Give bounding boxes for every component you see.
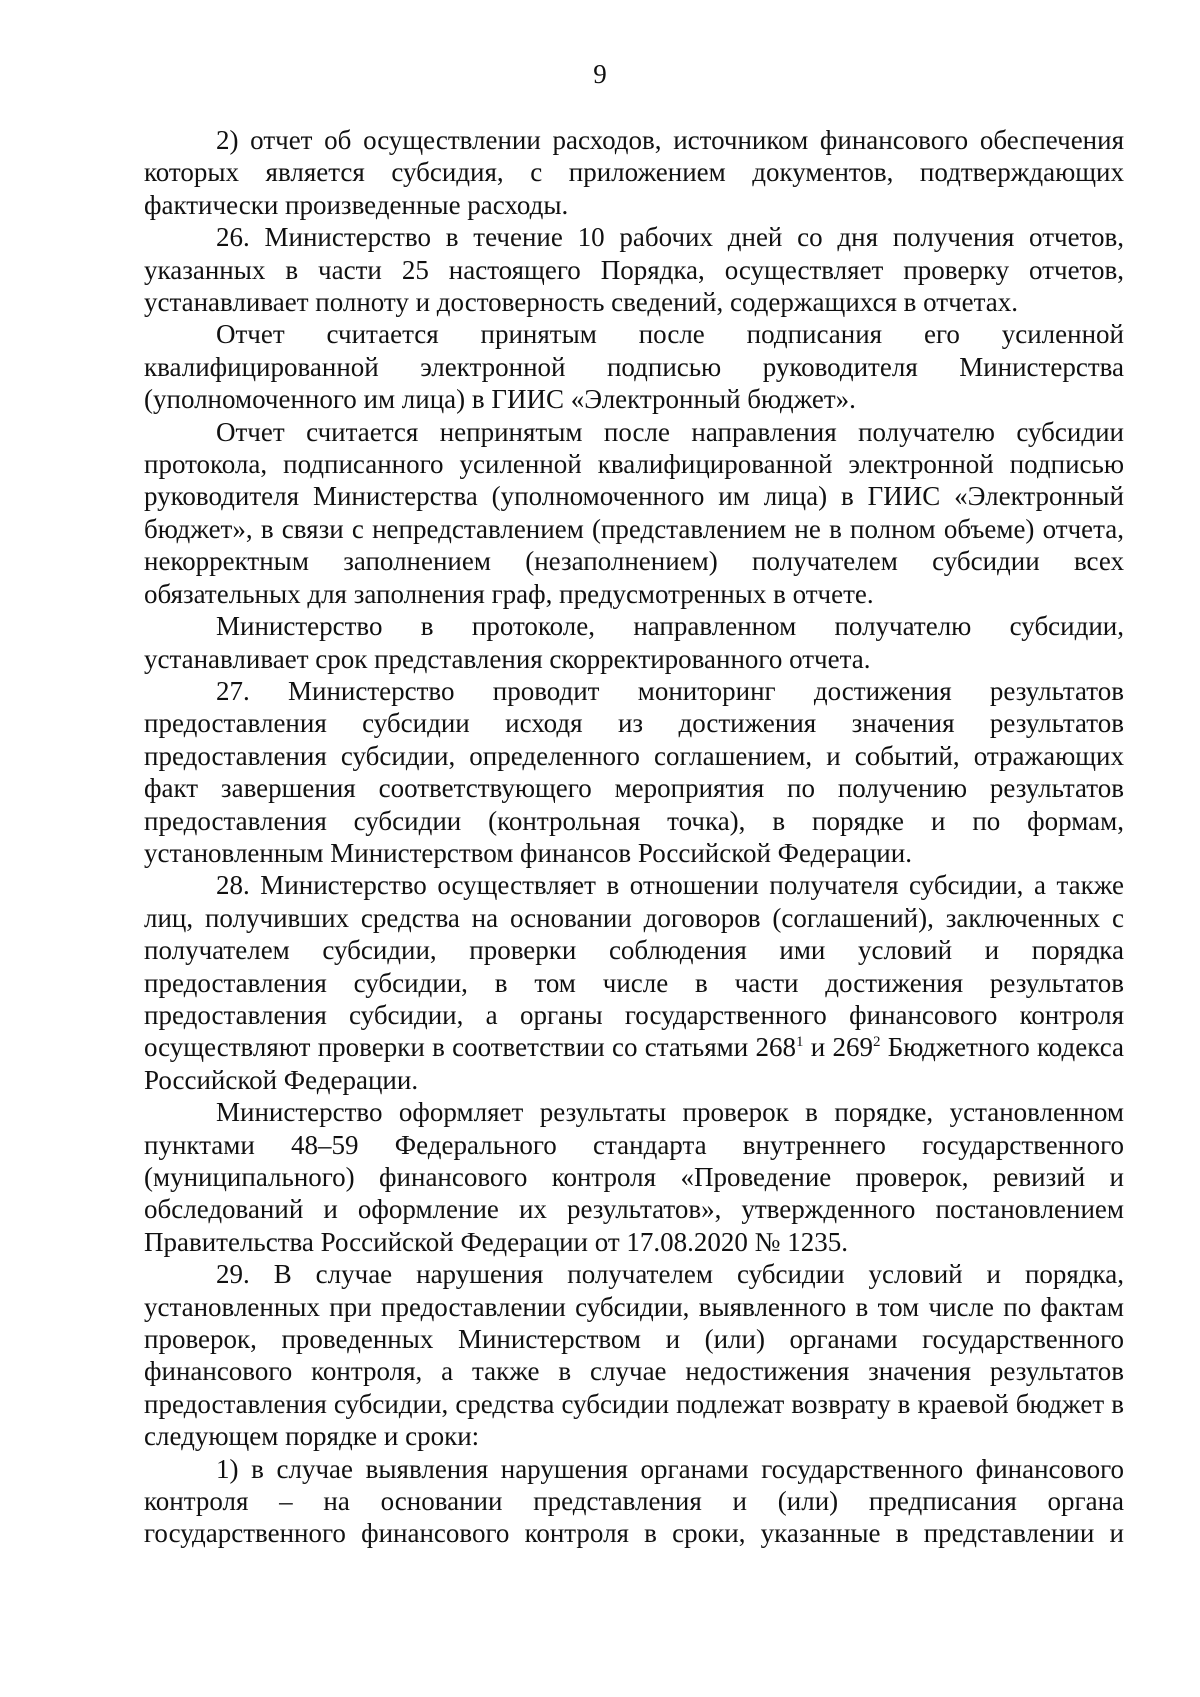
- paragraph-28: [144, 869, 1124, 1096]
- paragraph-28-text: 28. Министерство осуществляет в отношении получателя субсидии, а также лиц, получивших средства на основании договоров (соглашений), заключенных с получателем субсидии, проверки соблюдения ими условий и порядка предоставления субсидии, в том числе в части достижения результатов предоставления субсидии, а органы государственного финансового контроля осуществляют проверки в соответствии со статьями 268: [144, 870, 1124, 1063]
- paragraph-26: 26. Министерство в течение 10 рабочих дней со дня получения отчетов, указанных в части 25 настоящего Порядка, осуществляет проверку отчетов, устанавливает полноту и достоверность сведений, содержащихся в отчетах.: [144, 222, 1124, 318]
- paragraph-report-rejected: Отчет считается непринятым после направления получателю субсидии протокола, подписанного усиленной квалифицированной электронной подписью руководителя Министерства (уполномоченного им лица) в ГИИС «Электронный бюджет», в связи с непредставлением (представлением не в полном объеме) отчета, некорректным заполнением (незаполнением) получателем субсидии всех обязательных для заполнения граф, предусмотренных в отчете.: [144, 416, 1124, 609]
- paragraph-29-item-1: 1) в случае выявления нарушения органами государственного финансового контроля – на основании представления и (или) предписания органа государственного финансового контроля в сроки, указанные в представлении и: [144, 1453, 1124, 1549]
- paragraph-report-expenses: 2) отчет об осуществлении расходов, источником финансового обеспечения которых является субсидия, с приложением документов, подтверждающих фактически произведенные расходы.: [144, 125, 1124, 220]
- paragraph-inspection-results: Министерство оформляет результаты проверок в порядке, установленном пунктами 48–59 Федерального стандарта внутреннего государственного (муниципального) финансового контроля «Проведение проверок, ревизий и обследований и оформление их результатов», утвержденного постановлением Правительства Российской Федерации от 17.08.2020 № 1235.: [144, 1097, 1124, 1257]
- superscript-2: 2: [873, 1034, 881, 1051]
- paragraph-correction-deadline: Министерство в протоколе, направленном получателю субсидии, устанавливает срок представления скорректированного отчета.: [144, 611, 1124, 674]
- paragraph-29: 29. В случае нарушения получателем субсидии условий и порядка, установленных при предоставлении субсидии, выявленного в том числе по фактам проверок, проведенных Министерством и (или) органами государственного финансового контроля, а также в случае недостижения значения результатов предоставления субсидии, средства субсидии подлежат возврату в краевой бюджет в следующем порядке и сроки:: [144, 1259, 1124, 1452]
- document-body: [144, 124, 1124, 1550]
- paragraph-28-text-end: Бюджетного кодекса Российской Федерации.: [144, 1032, 1124, 1095]
- paragraph-27: 27. Министерство проводит мониторинг достижения результатов предоставления субсидии исходя из достижения значения результатов предоставления субсидии, определенного соглашением, и событий, отражающих факт завершения соответствующего мероприятия по получению результатов предоставления субсидии (контрольная точка), в порядке и по формам, установленным Министерством финансов Российской Федерации.: [144, 675, 1124, 868]
- superscript-1: 1: [795, 1034, 804, 1051]
- paragraph-28-text-mid: и 269: [803, 1032, 874, 1063]
- paragraph-report-accepted: Отчет считается принятым после подписания его усиленной квалифицированной электронной подписью руководителя Министерства (уполномоченного им лица) в ГИИС «Электронный бюджет».: [144, 319, 1124, 415]
- page-number: 9: [593, 59, 607, 89]
